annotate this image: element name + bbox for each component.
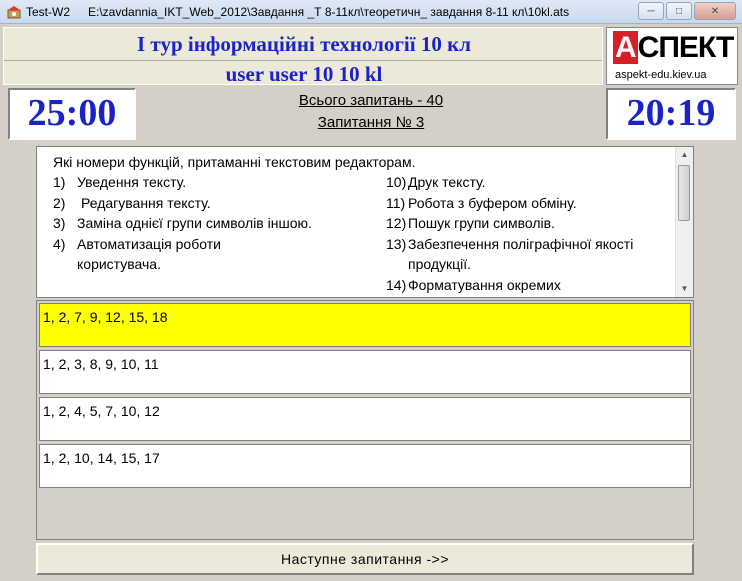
file-path: E:\zavdannia_IKT_Web_2012\Завдання _Т 8-11кл\теоретичн_ завдання 8-11 кл\10kl.ats	[88, 5, 570, 19]
scroll-up-icon[interactable]: ▲	[680, 150, 689, 159]
user-name: user user 10 10 kl	[225, 62, 383, 86]
list-item: 13) Забезпечення поліграфічної якості продукції.	[386, 235, 634, 272]
title-bar[interactable]	[0, 0, 742, 24]
logo-site: aspekt-edu.kiev.ua	[615, 69, 707, 81]
header-divider	[4, 60, 602, 61]
question-scrollbar[interactable]	[675, 147, 693, 297]
answer-option-4[interactable]: 1, 2, 10, 14, 15, 17	[39, 444, 691, 488]
maximize-icon: □	[675, 5, 683, 17]
minimize-button[interactable]	[638, 2, 664, 20]
close-icon: ✕	[710, 5, 720, 17]
scroll-down-icon[interactable]: ▼	[680, 284, 689, 293]
functions-list-right	[386, 172, 676, 295]
close-button[interactable]	[694, 2, 736, 20]
remaining-time: 20:19	[606, 88, 736, 140]
answer-option-2[interactable]: 1, 2, 3, 8, 9, 10, 11	[39, 350, 691, 394]
logo-letters: СПЕКТ	[637, 31, 734, 64]
maximize-button[interactable]	[666, 2, 692, 20]
answers-list	[36, 300, 694, 540]
current-question-number: Запитання № 3	[317, 114, 425, 131]
list-item: 10) Друк тексту.	[386, 174, 486, 190]
list-item: 14) Форматування окремих	[386, 276, 561, 293]
list-item: 11) Робота з буфером обміну.	[386, 194, 577, 211]
app-icon	[6, 4, 22, 20]
total-time: 25:00	[8, 88, 136, 140]
functions-list-left	[53, 172, 383, 275]
question-text: Які номери функцій, притаманні текстовим редакторам.	[53, 154, 416, 170]
list-item: 4) Автоматизація роботи користувача.	[53, 235, 221, 272]
answer-option-1[interactable]: 1, 2, 7, 9, 12, 15, 18	[39, 303, 691, 347]
next-question-button[interactable]: Наступне запитання ->>	[36, 543, 694, 575]
total-questions: Всього запитань - 40	[298, 92, 444, 109]
test-title: І тур інформаційні технології 10 кл	[136, 32, 471, 56]
logo-letter-a: А	[615, 31, 636, 64]
list-item: 3) Заміна однієї групи символів іншою.	[53, 215, 312, 231]
window-title: Test-W2	[26, 5, 71, 19]
answer-option-3[interactable]: 1, 2, 4, 5, 7, 10, 12	[39, 397, 691, 441]
question-stats	[140, 90, 602, 134]
question-text-panel[interactable]	[36, 146, 694, 298]
aspekt-logo	[606, 27, 738, 85]
list-item: 2) Редагування тексту.	[53, 194, 211, 211]
list-item: 1) Уведення тексту.	[53, 174, 187, 190]
minimize-icon: ─	[647, 5, 655, 17]
scroll-thumb[interactable]	[678, 165, 690, 221]
test-header	[3, 27, 603, 85]
list-item: 12) Пошук групи символів.	[386, 215, 555, 231]
main-window	[0, 24, 742, 581]
